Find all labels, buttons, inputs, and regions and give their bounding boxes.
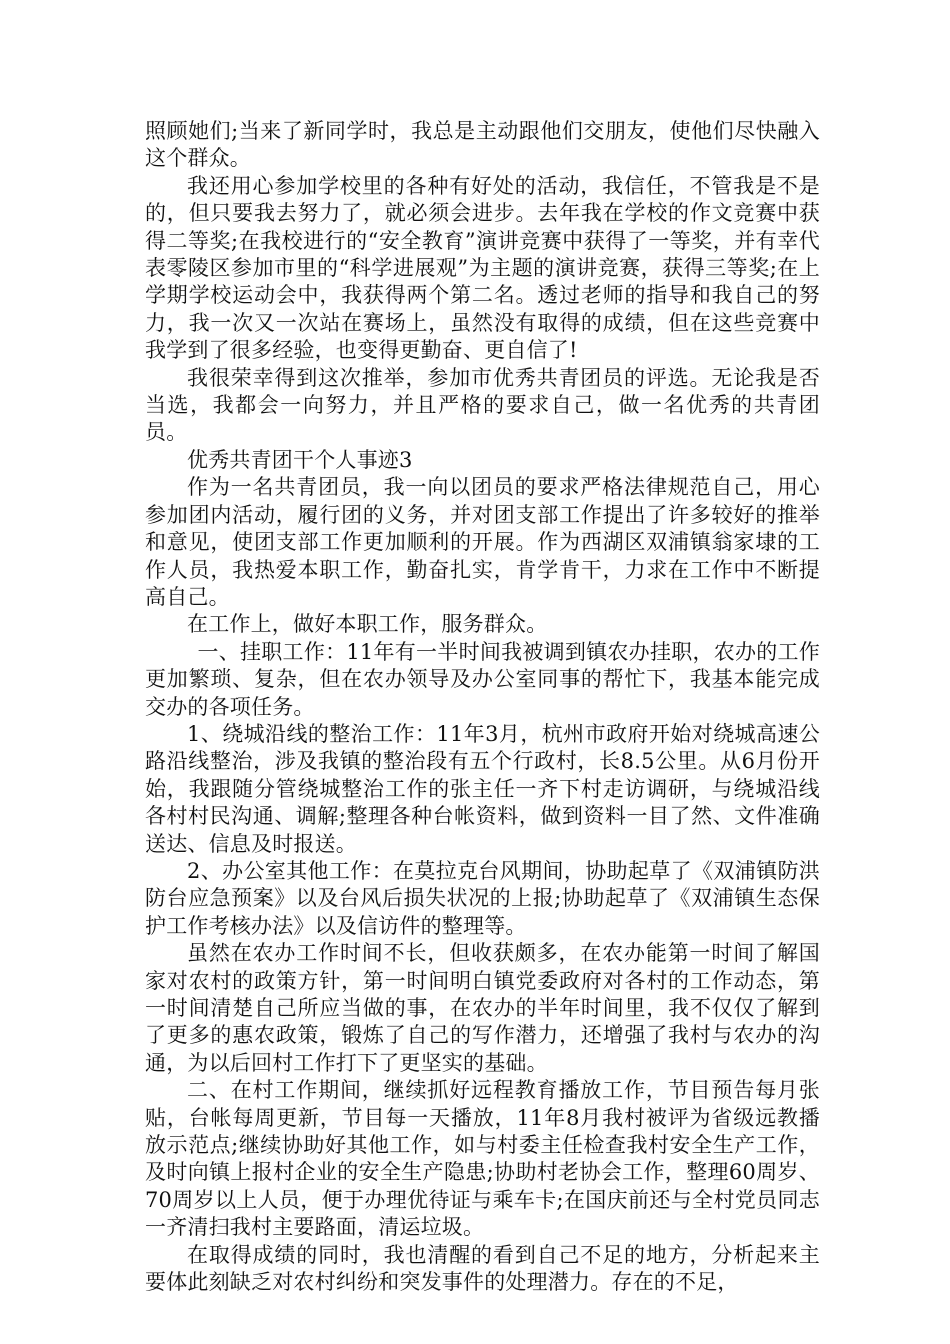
paragraph-office-work: 2、办公室其他工作：在莫拉克台风期间，协助起草了《双浦镇防洪防台应急预案》以及台风后损失状况的上报;协助起草了《双浦镇生态保护工作考核办法》以及信访件的整理等。 [145,858,820,938]
paragraph-work-summary: 在工作上，做好本职工作，服务群众。 [187,612,548,637]
document-body [145,118,820,1296]
paragraph-village-work: 二、在村工作期间，继续抓好远程教育播放工作，节目预告每月张贴，台帐每周更新，节目每一天播放，11年8月我村被评为省级远教播放示范点;继续协助好其他工作，如与村委主任检查我村安全生产工作，及时向镇上报村企业的安全生产隐患;协助村老协会工作，整理60周岁、70周岁以上人员，便于办理优待证与乘车卡;在国庆前还与全村党员同志一齐清扫我村主要路面，清运垃圾。 [145,1078,820,1240]
paragraph-gains: 虽然在农办工作时间不长，但收获颇多，在农办能第一时间了解国家对农村的政策方针，第一时间明白镇党委政府对各村的工作动态，第一时间清楚自己所应当做的事，在农办的半年时间里，我不仅仅了解到了更多的惠农政策，锻炼了自己的写作潜力，还增强了我村与农办的沟通，为以后回村工作打下了更坚实的基础。 [145,941,820,1075]
paragraph-nomination: 我很荣幸得到这次推举，参加市优秀共青团员的评选。无论我是否当选，我都会一向努力，并且严格的要求自己，做一名优秀的共青团员。 [145,365,820,445]
paragraph-continuation: 照顾她们;当来了新同学时，我总是主动跟他们交朋友，使他们尽快融入这个群众。 [145,119,820,171]
paragraph-activities: 我还用心参加学校里的各种有好处的活动，我信任，不管我是不是的，但只要我去努力了，就必须会进步。去年我在学校的作文竞赛中获得二等奖;在我校进行的“安全教育”演讲竞赛中获得了一等奖，并有幸代表零陵区参加市里的“科学进展观”为主题的演讲竞赛，获得三等奖;在上学期学校运动会中，我获得两个第二名。透过老师的指导和我自己的努力，我一次又一次站在赛场上，虽然没有取得的成绩，但在这些竞赛中我学到了很多经验，也变得更勤奋、更自信了! [145,173,820,363]
paragraph-secondment: 一、挂职工作：11年有一半时间我被调到镇农办挂职，农办的工作更加繁琐、复杂，但在农办领导及办公室同事的帮忙下，我基本能完成交办的各项任务。 [145,639,820,719]
paragraph-member-intro: 作为一名共青团员，我一向以团员的要求严格法律规范自己，用心参加团内活动，履行团的义务，并对团支部工作提出了许多较好的推举和意见，使团支部工作更加顺利的开展。作为西湖区双浦镇翁家埭的工作人员，我热爱本职工作，勤奋扎实，肯学肯干，力求在工作中不断提高自己。 [145,475,820,609]
paragraph-shortcomings: 在取得成绩的同时，我也清醒的看到自己不足的地方，分析起来主要体此刻缺乏对农村纠纷和突发事件的处理潜力。存在的不足， [145,1242,820,1295]
section-heading: 优秀共青团干个人事迹3 [187,447,413,472]
paragraph-ring-road: 1、绕城沿线的整治工作：11年3月，杭州市政府开始对绕城高速公路沿线整治，涉及我镇的整治段有五个行政村，长8.5公里。从6月份开始，我跟随分管绕城整治工作的张主任一齐下村走访调研，与绕城沿线各村村民沟通、调解;整理各种台帐资料，做到资料一目了然、文件准确送达、信息及时报送。 [145,721,820,856]
